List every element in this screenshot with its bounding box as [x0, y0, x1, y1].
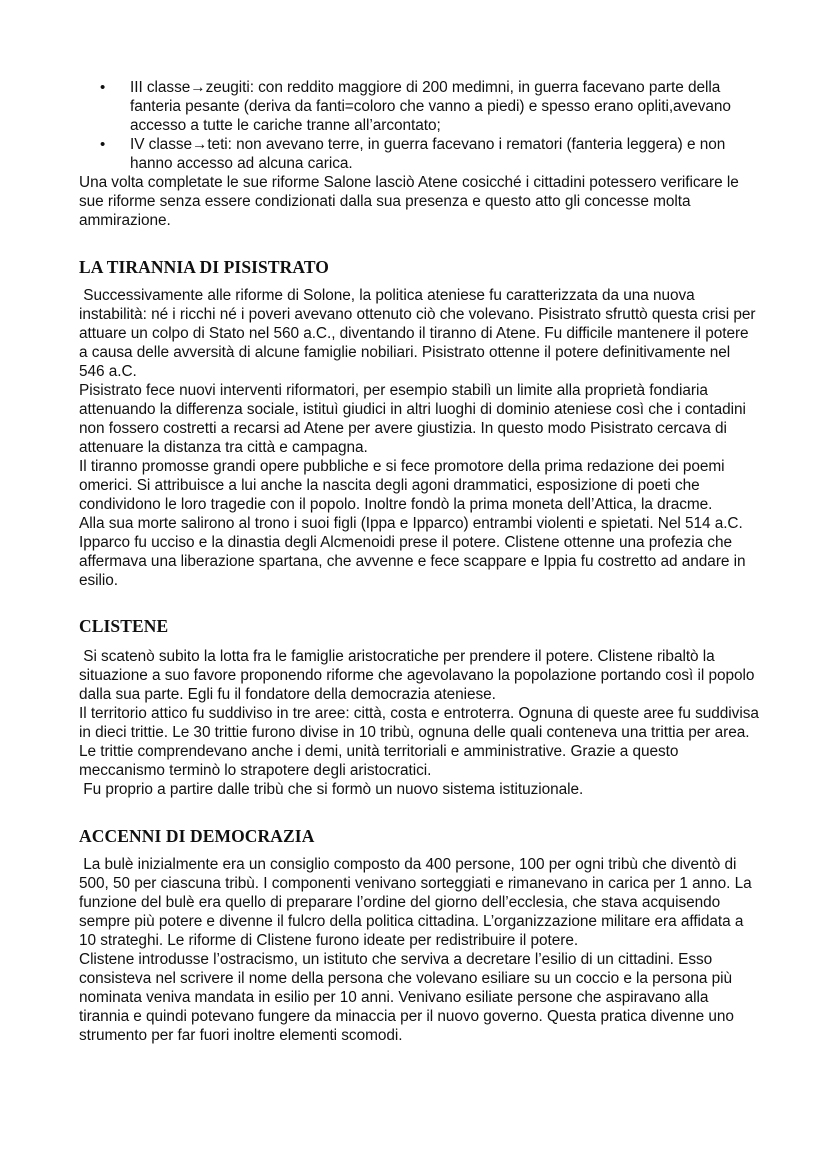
section-democrazia	[79, 825, 759, 1045]
paragraph: Pisistrato fece nuovi interventi riformatori, per esempio stabilì un limite alla proprietà fondiaria attenuando la differenza sociale, istituì giudici in altri luoghi di dominio ateniese così che i contadini non fossero costretti a recarsi ad Atene per avere giustizia. In questo modo Pisistrato cercava di attenuare la distanza tra città e campagna.	[79, 382, 746, 456]
paragraph: Alla sua morte salirono al trono i suoi figli (Ippa e Ipparco) entrambi violenti e spietati. Nel 514 a.C. Ipparco fu ucciso e la dinastia degli Alcmenoidi prese il potere. Clistene ottenne una profezia che affermava una liberazione spartana, che avvenne e fece scappare e Ippia fu costretto ad andare in esilio.	[79, 515, 746, 589]
section-heading: CLISTENE	[79, 616, 169, 636]
paragraph: Il territorio attico fu suddiviso in tre aree: città, costa e entroterra. Ognuna di queste aree fu suddivisa in dieci trittie. Le 30 trittie furono divise in 10 tribù, ognuna delle quali conteneva una trittia per area. Le trittie comprendevano anche i demi, unità territoriali e amministrative. Grazie a questo meccanismo terminò lo strapotere degli aristocratici.	[79, 705, 759, 779]
class-list	[79, 78, 759, 173]
paragraph: La bulè inizialmente era un consiglio composto da 400 persone, 100 per ogni tribù che diventò di 500, 50 per ciascuna tribù. I componenti venivano sorteggiati e rimanevano in carica per 1 anno. La funzione del bulè era quello di preparare l’ordine del giorno dell’ecclesia, che stava acquisendo sempre più potere e divenne il fulcro della politica cittadina. L’organizzazione militare era affidata a 10 strateghi. Le riforme di Clistene furono ideate per redistribuire il potere.	[79, 856, 756, 949]
paragraph: Fu proprio a partire dalle tribù che si formò un nuovo sistema istituzionale.	[79, 781, 584, 798]
bullet-icon: •	[100, 136, 106, 153]
list-item-text: III classe→zeugiti: con reddito maggiore di 200 medimni, in guerra facevano parte della fanteria pesante (deriva da fanti=coloro che vanno a piedi) e spesso erano opliti,avevano accesso a tutte le cariche tranne all’arcontato;	[130, 79, 731, 134]
intro-paragraph: Una volta completate le sue riforme Salone lasciò Atene cosicché i cittadini potessero verificare le sue riforme senza essere condizionati dalla sua presenza e questo atto gli concesse molta ammirazione.	[79, 174, 739, 229]
section-heading: ACCENNI DI DEMOCRAZIA	[79, 826, 315, 846]
list-item	[79, 78, 759, 135]
paragraph: Successivamente alle riforme di Solone, la politica ateniese fu caratterizzata da una nuova instabilità: né i ricchi né i poveri avevano ottenuto ciò che volevano. Pisistrato sfruttò questa crisi per attuare un colpo di Stato nel 560 a.C., diventando il tiranno di Atene. Fu difficile mantenere il potere a causa delle avversità di alcune famiglie nobiliari. Pisistrato ottenne il potere definitivamente nel 546 a.C.	[79, 287, 760, 380]
list-item	[79, 135, 759, 173]
section-heading: LA TIRANNIA DI PISISTRATO	[79, 257, 330, 277]
section-clistene	[79, 615, 759, 799]
paragraph: Il tiranno promosse grandi opere pubbliche e si fece promotore della prima redazione dei poemi omerici. Si attribuisce a lui anche la nascita degli agoni drammatici, esposizione di poeti che condividono le loro tragedie con il popolo. Inoltre fondò la prima moneta dell’Attica, la dracme.	[79, 458, 725, 513]
bullet-icon: •	[100, 79, 106, 96]
list-item-text: IV classe→teti: non avevano terre, in guerra facevano i rematori (fanteria leggera) e non hanno accesso ad alcuna carica.	[130, 136, 726, 172]
document-page	[79, 78, 759, 1045]
paragraph: Clistene introdusse l’ostracismo, un istituto che serviva a decretare l’esilio di un cittadini. Esso consisteva nel scrivere il nome della persona che volevano esiliare su un coccio e la persona più nominata veniva mandata in esilio per 10 anni. Venivano esiliate persone che aspiravano alla tirannia e quindi potevano fungere da minaccia per il nuovo governo. Questa pratica divenne uno strumento per far fuori inoltre elementi scomodi.	[79, 951, 734, 1044]
section-pisistrato	[79, 256, 759, 590]
paragraph: Si scatenò subito la lotta fra le famiglie aristocratiche per prendere il potere. Clistene ribaltò la situazione a suo favore proponendo riforme che agevolavano la popolazione portando così il popolo dalla sua parte. Egli fu il fondatore della democrazia ateniese.	[79, 648, 759, 703]
